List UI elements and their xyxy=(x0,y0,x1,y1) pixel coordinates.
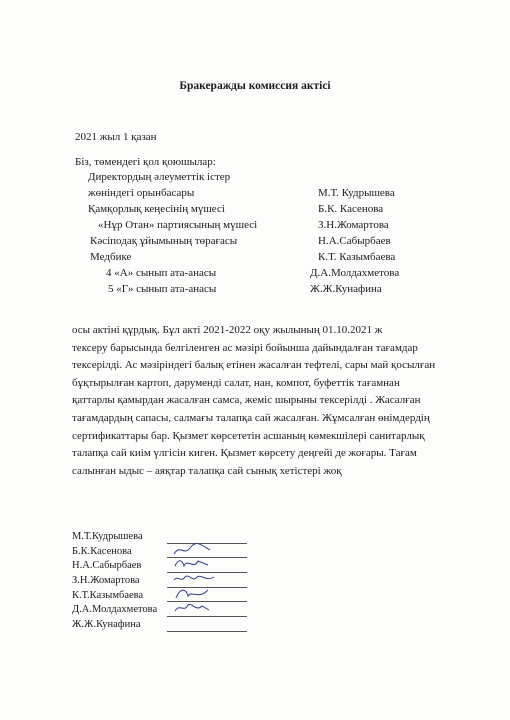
member-name: М.Т. Кудрышева xyxy=(318,187,395,199)
signatory-name: М.Т.Кудрышева xyxy=(72,531,143,542)
body-line: сертификаттары бар. Қызмет көрсететін асшаның көмекшілері санитарлық xyxy=(72,429,425,442)
member-row xyxy=(0,187,510,203)
signature-block xyxy=(72,531,332,634)
member-role: Кәсіподақ ұйымының төрағасы xyxy=(90,235,238,247)
member-role: «Нұр Отан» партиясының мүшесі xyxy=(98,219,258,231)
signatory-name: Н.А.Сабырбаев xyxy=(72,560,142,572)
member-row xyxy=(0,171,510,187)
member-row xyxy=(0,267,510,283)
member-row xyxy=(0,219,510,235)
document-title: Бракеражды комиссия актісі xyxy=(179,80,331,92)
member-role: Директордың әлеуметтік істер xyxy=(88,171,231,183)
handwritten-signature xyxy=(172,556,212,572)
body-line: тексерілді. Ас мәзіріндегі балық етінен жасалған тефтелі, сары май қосылған xyxy=(72,359,436,372)
body-line: талапқа сай киім үлгісін киген. Қызмет көрсету деңгейі де жоғары. Тағам xyxy=(72,447,417,460)
member-name: Д.А.Молдахметова xyxy=(310,267,400,279)
member-row xyxy=(0,283,510,299)
member-row xyxy=(0,235,510,251)
intro-line: Біз, төмендегі қол қоюшылар: xyxy=(75,156,216,168)
member-role: 5 «Г» сынып ата-анасы xyxy=(108,283,217,295)
member-name: З.Н.Жомартова xyxy=(318,219,389,231)
body-line: бұқтырылған картоп, дәруменді салат, нан, компот, буфеттік тағамнан xyxy=(72,376,400,389)
signature-line xyxy=(167,631,247,632)
document-date: 2021 жыл 1 қазан xyxy=(75,131,157,143)
member-name: Б.К. Касенова xyxy=(318,203,384,215)
signatory-name: Б.К.Касенова xyxy=(72,545,132,557)
body-line: тексеру барысында белгіленген ас мәзірі бойынша дайындалған тағамдар xyxy=(72,341,418,354)
signatory-name: К.Т.Казымбаева xyxy=(72,589,144,601)
member-row xyxy=(0,203,510,219)
handwritten-signature xyxy=(172,542,212,558)
member-name: Н.А.Сабырбаев xyxy=(318,235,391,247)
member-role: 4 «А» сынып ата-анасы xyxy=(106,267,217,279)
member-role: Медбике xyxy=(90,251,132,263)
body-line: салынған ыдыс – аяқтар талапқа сай сынық хетістері жоқ xyxy=(72,464,342,477)
member-name: Ж.Ж.Кунафина xyxy=(310,283,382,295)
body-line: осы актіні құрдық. Бұл акті 2021-2022 оқу жылының 01.10.2021 ж xyxy=(72,324,383,336)
handwritten-signature xyxy=(172,571,216,587)
signature-row xyxy=(72,619,332,634)
member-role: Қамқорлық кеңесінің мүшесі xyxy=(88,203,225,215)
signature-row xyxy=(72,604,332,619)
member-role: жөніндегі орынбасары xyxy=(88,187,195,199)
signatory-name: Д.А.Молдахметова xyxy=(72,604,158,616)
body-line: қаттарлы қамырдан жасалған самса, жеміс шырыны тексерілді . Жасалған xyxy=(72,394,421,407)
member-row xyxy=(0,251,510,267)
body-line: тағамдардың сапасы, салмағы талапқа сай жасалған. Жұмсалған өнімдердің xyxy=(72,411,430,424)
handwritten-signature xyxy=(172,600,212,616)
signatory-name: Ж.Ж.Кунафина xyxy=(72,619,141,631)
act-body xyxy=(72,322,452,480)
handwritten-signature xyxy=(172,586,212,602)
signatory-name: З.Н.Жомартова xyxy=(72,575,140,587)
member-name: К.Т. Казымбаева xyxy=(318,251,396,263)
